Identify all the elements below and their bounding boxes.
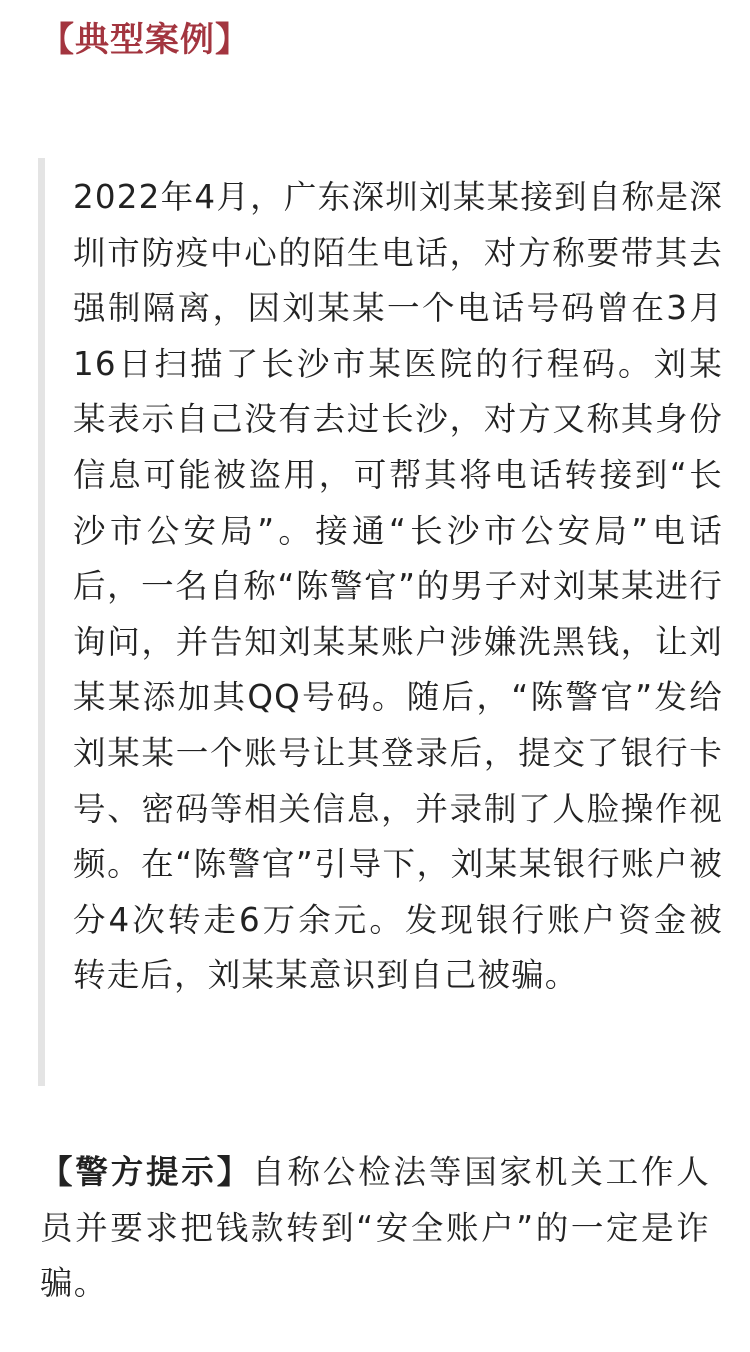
police-warning [40, 1145, 710, 1312]
warning-label: 【警方提示】 [40, 1153, 253, 1191]
warning-text: 自称公检法等国家机关工作人员并要求把钱款转到“安全账户”的一定是诈骗。 [40, 1153, 711, 1303]
section-title: 【典型案例】 [40, 20, 250, 60]
case-quote-block [38, 158, 723, 1086]
case-description: 2022年4月，广东深圳刘某某接到自称是深圳市防疫中心的陌生电话，对方称要带其去强制隔离，因刘某某一个电话号码曾在3月16日扫描了长沙市某医院的行程码。刘某某表示自己没有去过长沙，对方又称其身份信息可能被盗用，可帮其将电话转接到“长沙市公安局”。接通“长沙市公安局”电话后，一名自称“陈警官”的男子对刘某某进行询问，并告知刘某某账户涉嫌洗黑钱，让刘某某添加其QQ号码。随后，“陈警官”发给刘某某一个账号让其登录后，提交了银行卡号、密码等相关信息，并录制了人脸操作视频。在“陈警官”引导下，刘某某银行账户被分4次转走6万余元。发现银行账户资金被转走后，刘某某意识到自己被骗。 [73, 178, 723, 995]
